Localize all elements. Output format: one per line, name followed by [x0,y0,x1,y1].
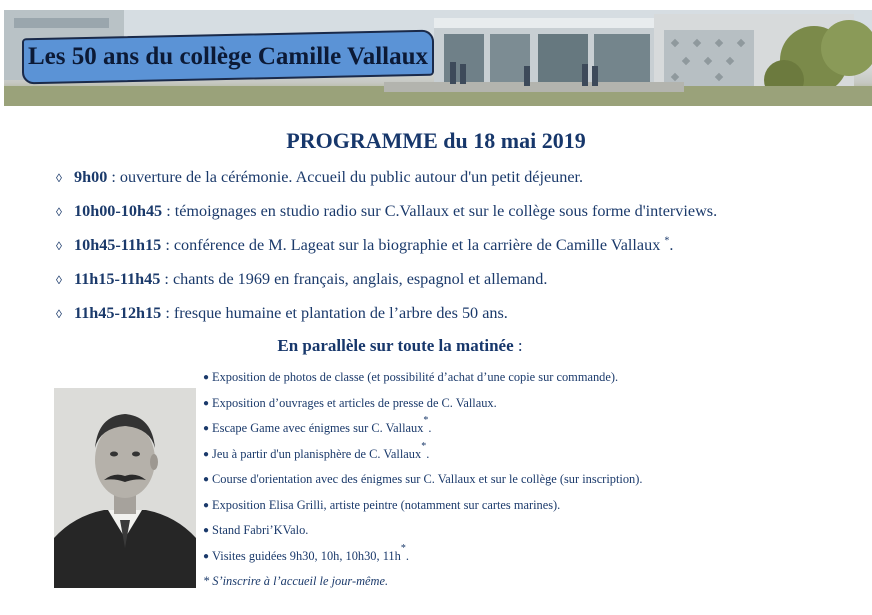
programme-title: PROGRAMME du 18 mai 2019 [286,128,586,153]
activity-item [203,396,863,422]
activity-item: ● Visites guidées 9h30, 10h, 10h30, 11h * . [203,542,409,563]
activity-text-end: . [405,548,409,563]
parallel-activities-list [203,370,863,574]
activity-text: Escape Game avec énigmes sur C. Vallaux [212,421,424,435]
bullet-icon: ● [203,550,210,562]
programme-text: : ouverture de la cérémonie. Accueil du public autour d'un petit déjeuner. [107,168,584,186]
diamond-bullet-icon: ◊ [56,307,62,321]
activity-item [203,523,863,549]
banner-title: Les 50 ans du collège Camille Vallaux [27,43,429,71]
footnote-marker: * [664,235,670,247]
activity-item [203,370,863,396]
programme-time: 10h45-11h15 [74,236,162,254]
bullet-icon: ● [203,397,210,409]
bullet-icon: ● [203,423,210,434]
parallel-title-bold: En parallèle sur toute la matinée [277,336,514,355]
programme-text: : chants de 1969 en français, anglais, espagnol et allemand. [160,270,548,288]
programme-item [56,304,866,338]
bullet-icon: ● [203,372,210,383]
parallel-title-colon: : [513,336,523,355]
programme-time: 9h00 [74,168,108,186]
programme-time: 11h15-11h45 [74,270,161,288]
activity-text: Jeu à partir d'un planisphère de C. Vallaux [212,446,422,461]
programme-text: : témoignages en studio radio sur C.Vallaux et sur le collège sous forme d'interviews. [162,202,718,220]
activity-text-end: . [426,446,430,461]
activity-text-end: . [428,421,432,435]
programme-time: 11h45-12h15 [74,304,162,322]
diamond-bullet-icon: ◊ [56,171,62,185]
activity-item: ● Jeu à partir d'un planisphère de C. Vallaux * . [203,440,430,461]
title-box [22,30,434,85]
bullet-icon: ● [203,448,210,460]
programme-time: 10h00-10h45 [74,202,163,220]
activity-text: Course d'orientation avec des énigmes sur C. Vallaux et sur le collège (sur inscription). [212,472,643,486]
activity-item [203,472,863,498]
programme-text-end: . [669,236,674,254]
programme-item [56,236,866,270]
diamond-bullet-icon: ◊ [56,205,62,219]
bullet-icon: ● [203,525,210,536]
activity-item: ● Escape Game avec énigmes sur C. Vallaux * . [203,415,432,435]
activity-text: Stand Fabri’KValo. [212,523,309,537]
activity-text: Exposition Elisa Grilli, artiste peintre (notamment sur cartes marines). [212,497,561,512]
camille-vallaux-portrait [54,388,196,588]
programme-list [56,168,866,338]
bullet-icon: ● [203,499,210,511]
header-banner [4,10,872,106]
programme-text: : fresque humaine et plantation de l’arbre des 50 ans. [161,304,508,322]
activity-text: Exposition d’ouvrages et articles de presse de C. Vallaux. [212,395,497,410]
registration-note: * S’inscrire à l’accueil le jour-même. [203,574,389,588]
diamond-bullet-icon: ◊ [56,239,62,253]
activity-text: Visites guidées 9h30, 10h, 10h30, 11h [212,548,401,563]
programme-item [56,270,866,304]
bullet-icon: ● [203,474,210,485]
diamond-bullet-icon: ◊ [56,273,62,287]
programme-item [56,168,866,202]
activity-item [203,498,863,524]
activity-text: Exposition de photos de classe (et possibilité d’achat d’une copie sur commande). [212,370,619,384]
programme-item [56,202,866,236]
parallel-title [0,336,800,356]
programme-text: : conférence de M. Lageat sur la biographie et la carrière de Camille Vallaux [161,236,665,254]
